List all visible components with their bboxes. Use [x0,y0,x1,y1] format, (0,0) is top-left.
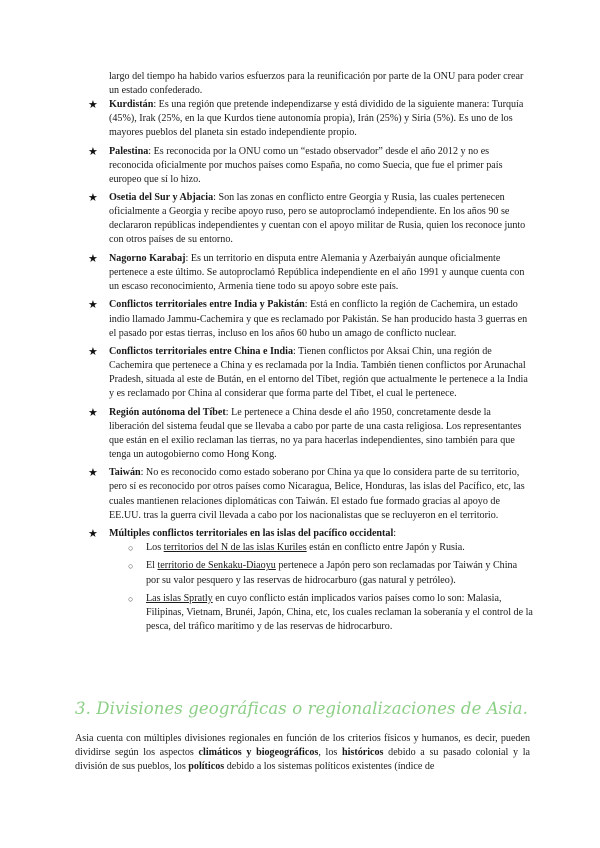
item-text: : No es reconocido como estado soberano por China ya que lo considera parte de su territorio, pero sí es reconocido por otros países como Nicaragua, Belice, Honduras, las islas del Pacífico, etc, las cuales mantienen relaciones diplomáticas con Taiwán. El estado fue formado gracias al apoyo de EE.UU. tras la guerra civil llevada a cabo por los nacionalistas que se recluyeron en el territorio. [109,467,525,521]
item-title: Conflictos territoriales entre China e India [109,345,293,357]
star-icon: ★ [88,99,98,111]
sub-item-text: están en conflicto entre Japón y Rusia. [306,542,465,554]
paragraph-text: debido a los sistemas políticos existentes (índice de [224,761,435,773]
item-title: Región autónoma del Tíbet [109,406,226,418]
list-item [88,406,533,462]
sub-list [109,541,533,634]
circle-bullet-icon: ○ [128,561,134,572]
item-text: : Es una región que pretende independizarse y está dividido de la siguiente manera: Turquía (45%), Irak (25%, en la que Kurdos tiene autonomía propia), Irán (25%) y Siria (5%). Es uno de los mayores pueblos del planeta sin estado independiente propio. [109,99,524,139]
list-item [88,145,533,187]
continuation-text: largo del tiempo ha habido varios esfuerzos para la reunificación por parte de la ONU para poder crear un estado confederado. [109,71,524,97]
item-text: : Está en conflicto la región de Cachemira, un estado indio llamado Jammu-Cachemira y que es reclamado por Pakistán. Se han producido hasta 3 guerras en el pasado por estas tierras, incluso en los años 60 hubo un amago de conflicto nuclear. [109,299,528,339]
star-icon: ★ [88,252,98,265]
star-icon: ★ [88,528,98,540]
paragraph-bold: políticos [188,761,225,773]
item-text: : Tienen conflictos por Aksai Chin, una región de Cachemira que pertenece a China y es reclamada por la India. También tienen conflictos por Arunachal Pradesh, situada al este de Bután, en el entorno del Tíbet, región que actualmente le pertenece a la India y es reclamado por China al considerar que forma parte del Tíbet, el cual le pertenece. [109,345,528,400]
star-icon: ★ [88,406,98,419]
item-text: : [393,528,397,539]
list-item [88,252,533,294]
list-item [88,466,533,522]
star-icon: ★ [88,192,98,205]
item-text: : Son las zonas en conflicto entre Georgia y Rusia, las cuales pertenecen oficialmente a Georgia y recibe apoyo ruso, pero se autoproclamó independiente. En los años 90 se declararon repúblicas independientes y cuentan con el apoyo militar de Rusia, quien los reconoce junto con otros países de su entorno. [109,192,526,246]
sub-item-link[interactable]: territorio de Senkaku-Diaoyu [157,560,276,572]
item-title: Múltiples conflictos territoriales en las islas del pacífico occidental [109,528,394,539]
sub-item-text: Los [146,542,164,554]
item-title: Palestina [109,145,149,157]
star-icon: ★ [88,467,98,480]
sub-list-item [109,541,533,555]
paragraph-text: debido a su pasado colonial y la división de sus pueblos, los [75,747,530,773]
item-text: : Le pertenece a China desde el año 1950, concretamente desde la liberación del sistema feudal que se llevaba a cabo por parte de una casta religiosa. Los representantes que están en el exilio reclaman las tierras, no ya para hacerlas independientes, sino también para que tenga un autogobierno como Hong Kong. [109,406,522,460]
paragraph-bold: históricos [341,747,384,759]
sub-item-text: El [146,560,158,572]
item-title: Osetia del Sur y Abjacia [109,192,214,204]
list-item [88,98,533,140]
body-paragraph [75,732,530,774]
paragraph-bold: climáticos y biogeográficos [198,747,319,759]
item-title: Kurdistán [109,99,154,110]
star-icon: ★ [88,145,98,158]
paragraph-text: , los [318,747,342,759]
list-item [88,191,533,247]
circle-bullet-icon: ○ [128,593,134,604]
item-text: : Es reconocida por la ONU como un “estado observador” desde el año 2012 y no es reconocida oficialmente por muchos países como España, no como Suecia, que fue el primer país europeo que sí lo hizo. [109,145,503,185]
item-title: Nagorno Karabaj [109,252,186,264]
item-text: : Es un territorio en disputa entre Alemania y Azerbaiyán aunque oficialmente pertenece a este último. Se autoproclamó República independiente en el año 1991 y aunque cuenta con un escaso reconocimiento, Armenia tiene todo su apoyo sobre este país. [109,252,525,293]
star-icon: ★ [88,345,98,358]
sub-item-link[interactable]: territorios del N de las islas Kuriles [163,542,307,554]
sub-item-link[interactable]: Las islas Spratly [146,592,213,604]
list-item [88,345,533,401]
sub-list-item [109,559,533,587]
sub-list-item [109,592,533,634]
sub-item-text: en cuyo conflicto están implicados varios países como lo son: Malasia, Filipinas, Vietnam, Brunéi, Japón, China, etc, los cuales reclaman la soberanía y el control de la pesca, del tráfico marítimo y de las reservas de hidrocarburo. [146,592,533,633]
section-heading: 3. Divisiones geográficas o regionalizaciones de Asia. [75,699,529,718]
paragraph-text: Asia cuenta con múltiples divisiones regionales en función de los criterios físicos y humanos, es decir, pueden dividirse según los aspectos [75,733,530,759]
conflict-list [88,98,533,639]
item-title: Taiwán [109,467,141,479]
list-item [88,527,533,634]
sub-item-text: pertenece a Japón pero son reclamadas por Taiwán y China por su valor pesquero y las reservas de hidrocarburo (gas natural y petróleo). [146,560,518,586]
circle-bullet-icon: ○ [128,543,134,554]
item-title: Conflictos territoriales entre India y Pakistán [109,299,305,311]
list-item [88,298,533,340]
star-icon: ★ [88,299,98,312]
